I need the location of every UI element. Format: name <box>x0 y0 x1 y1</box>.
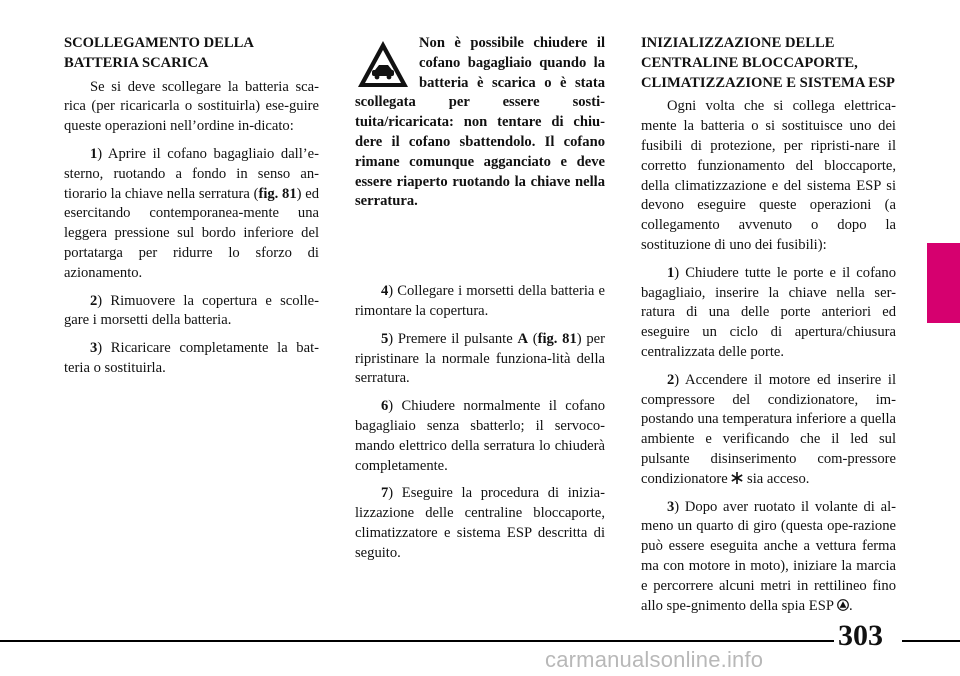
intro-paragraph: Se si deve scollegare la batteria sca-rica (per ricaricarla o sostituirla) ese-guire queste operazioni nell’ordine in-dicato: <box>64 78 319 135</box>
step-4: 4) Collegare i morsetti della batteria e rimontare la copertura. <box>355 283 605 319</box>
column-right <box>641 34 896 624</box>
spacer <box>355 220 605 282</box>
intro-paragraph: Ogni volta che si collega elettrica-mente la batteria o si sostituisce uno dei fusibili di protezione, per ripristi-nare il corretto funzionamento del bloccaporte, della climatizzazione e del sistema ESP si devono eseguire queste operazioni (a collegamento avvenuto o dopo la sostituzione di uno dei fusibili): <box>641 98 896 253</box>
footer-rule-right <box>902 640 960 642</box>
esp-warning-icon <box>837 599 849 611</box>
fig-ref: fig. 81 <box>258 185 297 202</box>
section-color-tab <box>927 243 960 323</box>
snowflake-icon <box>731 472 743 484</box>
column-middle <box>355 34 605 572</box>
step-1: 1) Aprire il cofano bagagliaio dall’e-sterno, ruotando a fondo in senso an-tiorario la chiave nella serratura (fig. 81) ed esercitando contemporanea-mente una leggera pressione sul bordo inferiore del portatarga per ridurre lo sforzo di azionamento. <box>64 145 319 281</box>
column-left <box>64 34 319 387</box>
step-2: 2) Accendere il motore ed inserire il compressore del condizionatore, im-postando una temperatura inferiore a quella ambiente e verificando che il led sul pulsante disinserimento com-pressore condizionatore sia acceso. <box>641 371 896 487</box>
step-1: 1) Chiudere tutte le porte e il cofano bagagliaio, inserire la chiave nella ser-ratura di una delle porte anteriori ed eseguire un ciclo di apertura/chiusura centralizzata delle porte. <box>641 264 896 360</box>
footer-rule <box>0 640 834 642</box>
step-6: 6) Chiudere normalmente il cofano bagagliaio senza sbatterlo; il servoco-mando elettrico della serratura lo chiuderà completamente. <box>355 398 605 474</box>
step-7: 7) Eseguire la procedura di inizia-lizzazione delle centraline bloccaporte, climatizzatore e sistema ESP descritta di seguito. <box>355 485 605 561</box>
page-number: 303 <box>838 619 883 652</box>
step-3: 3) Dopo aver ruotato il volante di al-meno un quarto di giro (questa ope-razione può essere eseguita anche a vettura ferma ma con motore in moto), iniziare la marcia e percorrere alcuni metri in rettilineo fino allo spe-gnimento della spia ESP . <box>641 498 896 614</box>
fig-ref: fig. 81 <box>537 330 577 347</box>
step-2: 2) Rimuovere la copertura e scolle-gare i morsetti della batteria. <box>64 292 319 329</box>
watermark: carmanualsonline.info <box>545 647 764 672</box>
section-title-battery: SCOLLEGAMENTO DELLA BATTERIA SCARICA <box>64 35 254 71</box>
section-title-init: INIZIALIZZAZIONE DELLE CENTRALINE BLOCCAPORTE, CLIMATIZZAZIONE E SISTEMA ESP <box>641 35 895 91</box>
warning-car-icon <box>355 38 411 90</box>
step-3: 3) Ricaricare completamente la bat-teria o sostituirla. <box>64 340 319 376</box>
step-5: 5) Premere il pulsante A (fig. 81) per ripristinare la normale funziona-lità della serratura. <box>355 330 605 387</box>
warning-text: Non è possibile chiudere il cofano bagagliaio quando la batteria è scarica o è stata scollegata per essere sosti-tuita/ricaricata: non tentare di chiu-dere il cofano sbattendolo. Il cofano rimane comunque agganciato e deve essere riaperto ruotando la chiave nella serratura. <box>355 35 605 210</box>
